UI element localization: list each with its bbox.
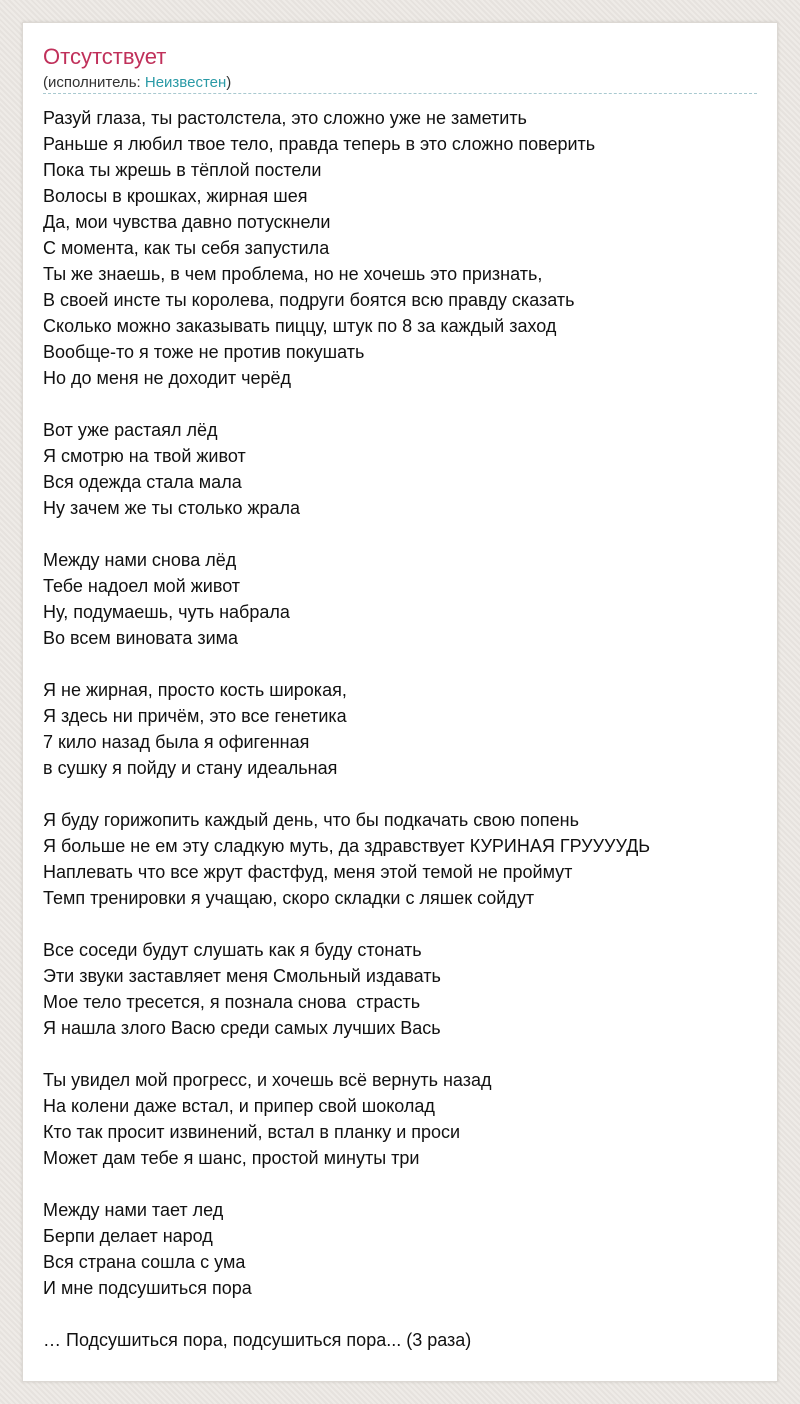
lyric-line: Я здесь ни причём, это все генетика	[43, 706, 347, 726]
lyric-line: Наплевать что все жрут фастфуд, меня этой темой не проймут	[43, 862, 573, 882]
stanza-gap	[43, 1041, 759, 1067]
lyric-line: Вот уже растаял лёд	[43, 420, 218, 440]
lyric-line: Я больше не ем эту сладкую муть, да здравствует КУРИНАЯ ГРУУУУДЬ	[43, 836, 651, 856]
lyric-line: Волосы в крошках, жирная шея	[43, 186, 308, 206]
lyric-line: Вся одежда стала мала	[43, 472, 242, 492]
lyrics-body	[43, 105, 759, 1353]
lyric-line: Все соседи будут слушать как я буду стонать	[43, 940, 422, 960]
lyric-line: Эти звуки заставляет меня Смольный издавать	[43, 966, 441, 986]
lyric-line: Я нашла злого Васю среди самых лучших Вась	[43, 1018, 441, 1038]
lyric-line: Я не жирная, просто кость широкая,	[43, 680, 347, 700]
stanza-gap	[43, 1171, 759, 1197]
lyric-line: Тебе надоел мой живот	[43, 576, 241, 596]
lyric-line: Ну, подумаешь, чуть набрала	[43, 602, 290, 622]
lyric-line: в сушку я пойду и стану идеальная	[43, 758, 338, 778]
artist-prefix: (исполнитель:	[43, 74, 145, 91]
song-title: Отсутствует	[43, 44, 167, 69]
lyric-line: И мне подсушиться пора	[43, 1278, 252, 1298]
lyric-line: Берпи делает народ	[43, 1226, 213, 1246]
lyric-line: Темп тренировки я учащаю, скоро складки с ляшек сойдут	[43, 888, 535, 908]
lyric-line: … Подсушиться пора, подсушиться пора... (3 раза)	[43, 1330, 472, 1350]
lyric-line: Ты увидел мой прогресс, и хочешь всё вернуть назад	[43, 1070, 492, 1090]
lyric-line: Может дам тебе я шанс, простой минуты три	[43, 1148, 420, 1168]
stanza-gap	[43, 911, 759, 937]
lyric-line: 7 кило назад была я офигенная	[43, 732, 310, 752]
lyric-line: Между нами снова лёд	[43, 550, 237, 570]
lyric-line: Разуй глаза, ты растолстела, это сложно уже не заметить	[43, 108, 527, 128]
dashed-divider	[43, 93, 757, 94]
lyrics-card	[22, 22, 778, 1382]
lyric-line: На колени даже встал, и припер свой шоколад	[43, 1096, 435, 1116]
lyric-line: Между нами тает лед	[43, 1200, 224, 1220]
lyric-line: Я буду горижопить каждый день, что бы подкачать свою попень	[43, 810, 579, 830]
lyric-line: Пока ты жрешь в тёплой постели	[43, 160, 322, 180]
artist-suffix: )	[226, 74, 232, 91]
lyric-line: Вся страна сошла с ума	[43, 1252, 246, 1272]
artist-line	[43, 73, 231, 93]
lyric-line: Раньше я любил твое тело, правда теперь в это сложно поверить	[43, 134, 596, 154]
lyric-line: Я смотрю на твой живот	[43, 446, 246, 466]
stanza-gap	[43, 781, 759, 807]
lyric-line: Вообще-то я тоже не против покушать	[43, 342, 365, 362]
lyric-line: С момента, как ты себя запустила	[43, 238, 330, 258]
stanza-gap	[43, 391, 759, 417]
stanza-gap	[43, 651, 759, 677]
lyric-line: Во всем виновата зима	[43, 628, 239, 648]
lyric-line: Мое тело тресется, я познала снова страсть	[43, 992, 421, 1012]
stanza-gap	[43, 1301, 759, 1327]
lyric-line: Сколько можно заказывать пиццу, штук по 8 за каждый заход	[43, 316, 557, 336]
lyric-line: Ну зачем же ты столько жрала	[43, 498, 301, 518]
lyric-line: Но до меня не доходит черёд	[43, 368, 291, 388]
lyric-line: Кто так просит извинений, встал в планку и проси	[43, 1122, 461, 1142]
stanza-gap	[43, 521, 759, 547]
lyric-line: Да, мои чувства давно потускнели	[43, 212, 331, 232]
artist-link[interactable]: Неизвестен	[144, 74, 227, 91]
lyric-line: Ты же знаешь, в чем проблема, но не хочешь это признать,	[43, 264, 543, 284]
lyric-line: В своей инсте ты королева, подруги боятся всю правду сказать	[43, 290, 575, 310]
